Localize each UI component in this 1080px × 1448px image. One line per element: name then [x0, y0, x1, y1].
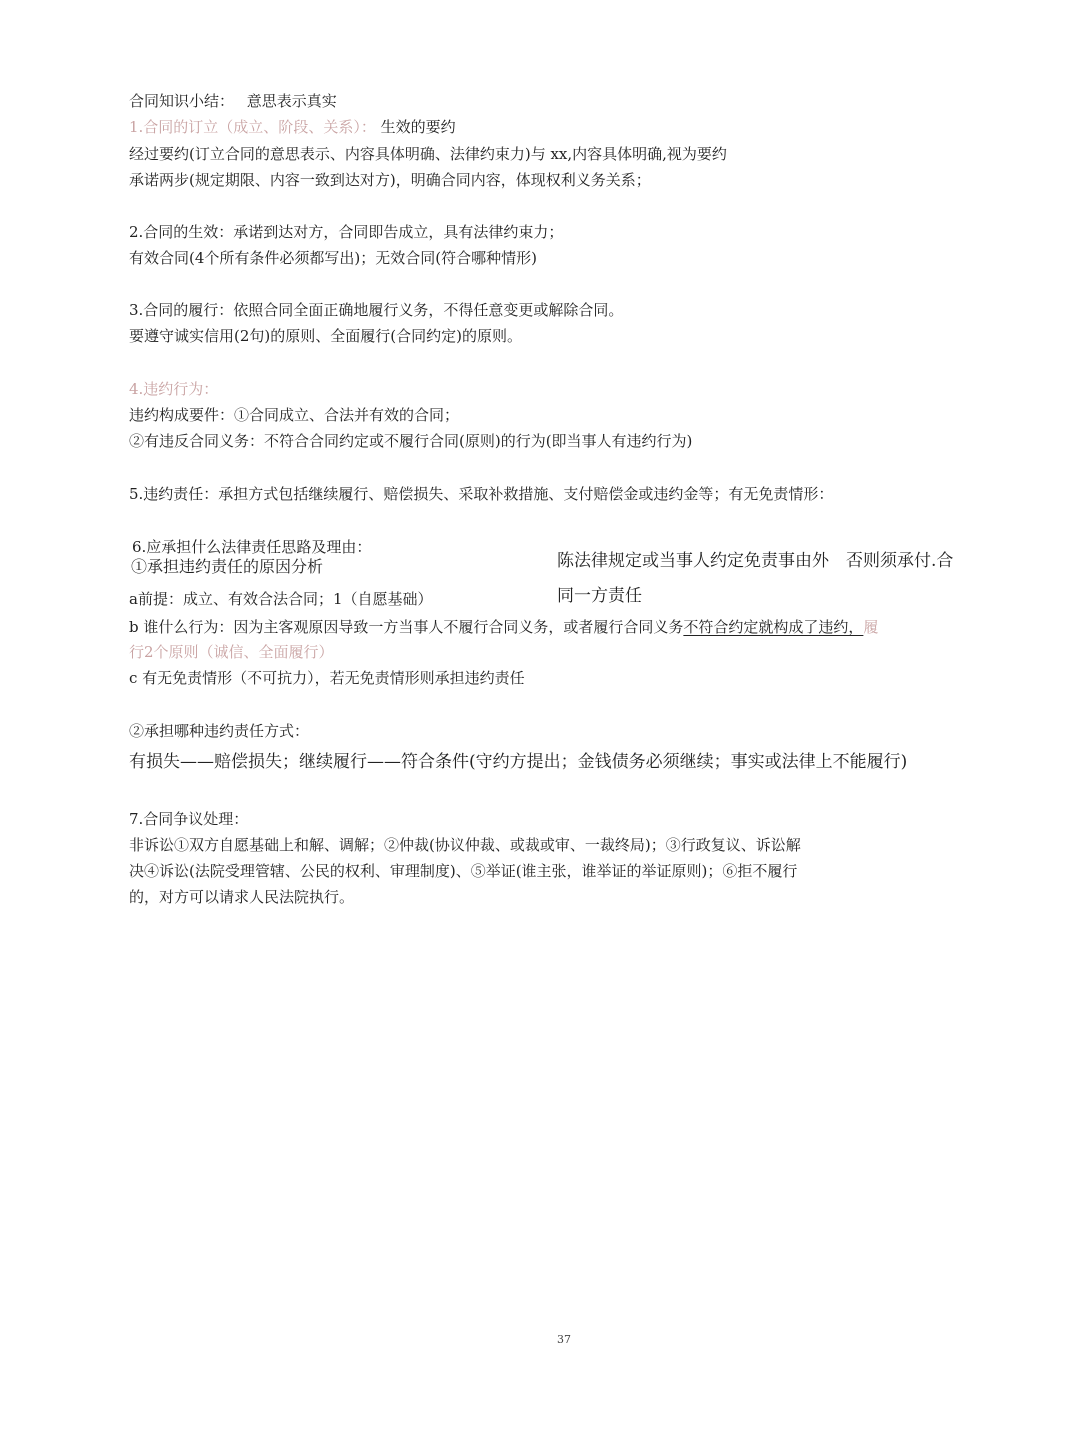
section-6-point-b-pink: 履	[863, 618, 879, 636]
section-1-heading: 1.合同的订立（成立、阶段、关系）：	[129, 118, 376, 136]
section-7-line-1: 非诉讼①双方自愿基础上和解、调解；②仲裁(协议仲裁、或裁或审、一裁终局)；③行政复议、诉讼解	[129, 836, 801, 854]
section-1-heading-line	[129, 117, 456, 137]
section-6-liability-methods: 有损失——赔偿损失；继续履行——符合条件(守约方提出；金钱债务必须继续；事实或法律上不能履行)	[129, 752, 908, 772]
section-1-line-2: 承诺两步(规定期限、内容一致到达对方)，明确合同内容，体现权利义务关系；	[129, 171, 651, 189]
section-3-line-2: 要遵守诚实信用(2句)的原则、全面履行(合同约定)的原则。	[129, 327, 522, 345]
section-1-heading-tail: 生效的要约	[380, 118, 456, 136]
section-7-heading: 7.合同争议处理：	[129, 810, 249, 828]
section-6-side-note-1: 陈法律规定或当事人约定免责事由外 否则须承付.合	[557, 551, 954, 571]
section-1-line-1: 经过要约(订立合同的意思表示、内容具体明确、法律约束力)与 xx,内容具体明确,视为要约	[129, 145, 727, 163]
section-6-point-b-line	[129, 617, 878, 637]
document-title: 合同知识小结：	[129, 92, 235, 110]
section-4-heading: 4.违约行为：	[129, 380, 219, 398]
section-2-line-2: 有效合同(4个所有条件必须都写出)；无效合同(符合哪种情形)	[129, 249, 537, 267]
section-2-line-1: 2.合同的生效：承诺到达对方，合同即告成立，具有法律约束力；	[129, 223, 564, 241]
section-3-line-1: 3.合同的履行：依照合同全面正确地履行义务，不得任意变更或解除合同。	[129, 301, 624, 319]
section-7-line-2: 决④诉讼(法院受理管辖、公民的权利、审理制度)、⑤举证(谁主张，谁举证的举证原则)；⑥拒不履行	[129, 862, 798, 880]
section-5-line-1: 5.违约责任：承担方式包括继续履行、赔偿损失、采取补救措施、支付赔偿金或违约金等；有无免责情形：	[129, 485, 834, 503]
section-4-line-1: 违约构成要件：①合同成立、合法并有效的合同；	[129, 406, 460, 424]
section-6-point-a: a前提：成立、有效合法合同；1（自愿基础）	[129, 590, 433, 608]
section-6-heading: 6.应承担什么法律责任思路及理由：	[132, 538, 372, 556]
section-6-point-b-underlined: 不符合约定就构成了违约，	[683, 618, 864, 636]
document-subtitle: 意思表示真实	[246, 92, 337, 110]
page-number: 37	[557, 1333, 571, 1346]
document-title-line	[129, 91, 337, 111]
section-6-point-b-continuation: 行2个原则（诚信、全面履行）	[129, 643, 334, 661]
section-6-subheading-2: ②承担哪种违约责任方式：	[129, 722, 310, 740]
section-6-subheading-1: ①承担违约责任的原因分析	[131, 557, 324, 576]
section-6-side-note-2: 同一方责任	[557, 586, 642, 606]
section-4-line-2: ②有违反合同义务：不符合合同约定或不履行合同(原则)的行为(即当事人有违约行为)	[129, 432, 693, 450]
section-6-point-c: c 有无免责情形（不可抗力），若无免责情形则承担违约责任	[129, 669, 525, 687]
section-7-line-3: 的，对方可以请求人民法院执行。	[129, 888, 355, 906]
section-6-point-b: b 谁什么行为：因为主客观原因导致一方当事人不履行合同义务，或者履行合同义务	[129, 618, 684, 636]
